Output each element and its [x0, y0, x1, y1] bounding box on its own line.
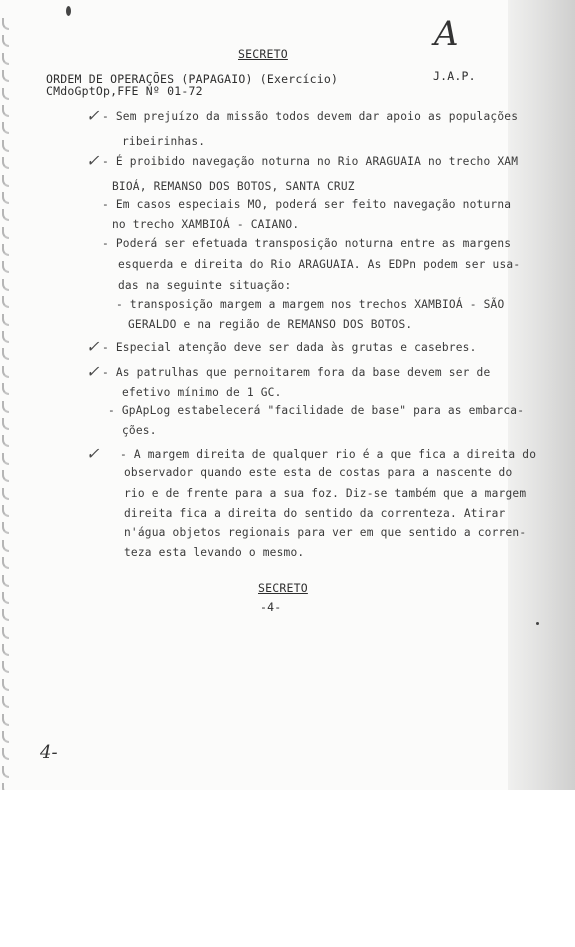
order-line: - É proibido navegação noturna no Rio ARAGUAIA no trecho XAM	[102, 155, 519, 168]
binding-hole	[2, 644, 9, 656]
binding-hole	[2, 366, 9, 378]
binding-hole	[2, 418, 9, 430]
binding-hole	[2, 592, 9, 604]
binding-hole	[2, 766, 9, 778]
binding-hole	[2, 18, 9, 30]
binding-hole	[2, 227, 9, 239]
binding-hole	[2, 540, 9, 552]
issuer-code: CMdoGptOp,FFE Nº 01-72	[46, 84, 203, 98]
binding-hole	[2, 209, 9, 221]
binding-hole	[2, 192, 9, 204]
order-title: ORDEM DE OPERAÇÕES (PAPAGAIO) (Exercício)	[46, 72, 339, 86]
binding-hole	[2, 105, 9, 117]
order-line: GERALDO e na região de REMANSO DOS BOTOS.	[128, 318, 413, 331]
order-line: BIOÁ, REMANSO DOS BOTOS, SANTA CRUZ	[112, 180, 355, 193]
binding-hole	[2, 122, 9, 134]
check-mark-icon: ✓	[86, 337, 100, 356]
classification-top: SECRETO	[238, 47, 288, 61]
order-line: efetivo mínimo de 1 GC.	[122, 386, 282, 399]
binding-hole	[2, 714, 9, 726]
binding-hole	[2, 175, 9, 187]
binding-hole	[2, 696, 9, 708]
order-line: n'água objetos regionais para ver em que sentido a corren-	[124, 526, 527, 539]
binding-hole	[2, 453, 9, 465]
check-mark-icon: ✓	[86, 151, 100, 170]
binding-hole	[2, 331, 9, 343]
signature-mark: A	[434, 14, 459, 54]
binding-hole	[2, 348, 9, 360]
binding-hole	[2, 140, 9, 152]
order-line: - Em casos especiais MO, poderá ser feito navegação noturna	[102, 198, 512, 211]
binding-hole	[2, 557, 9, 569]
binding-hole	[2, 88, 9, 100]
initials: J.A.P.	[433, 69, 476, 83]
order-line: ribeirinhas.	[122, 135, 206, 148]
order-line: ções.	[122, 424, 157, 437]
margin-page-note: 4-	[40, 742, 58, 763]
binding-hole	[2, 575, 9, 587]
order-line: das na seguinte situação:	[118, 279, 292, 292]
order-line: - Poderá ser efetuada transposição noturna entre as margens	[102, 237, 512, 250]
binding-hole	[2, 435, 9, 447]
check-mark-icon: ✓	[86, 106, 100, 125]
scan-speck	[536, 622, 539, 625]
order-line: - GpApLog estabelecerá "facilidade de base" para as embarca-	[108, 404, 525, 417]
binding-hole	[2, 522, 9, 534]
binding-hole	[2, 53, 9, 65]
check-mark-icon: ✓	[86, 444, 100, 463]
binding-hole	[2, 314, 9, 326]
order-line: no trecho XAMBIOÁ - CAIANO.	[112, 218, 300, 231]
binding-hole	[2, 627, 9, 639]
binding-hole	[2, 609, 9, 621]
order-line: direita fica a direita do sentido da correnteza. Atirar	[124, 507, 506, 520]
order-line: - Sem prejuízo da missão todos devem dar apoio as populações	[102, 110, 519, 123]
page-number: -4-	[260, 600, 282, 614]
binding-hole	[2, 70, 9, 82]
order-line: esquerda e direita do Rio ARAGUAIA. As EDPn podem ser usa-	[118, 258, 521, 271]
order-line: - A margem direita de qualquer rio é a que fica a direita do	[120, 448, 537, 461]
binding-hole	[2, 279, 9, 291]
binding-hole	[2, 244, 9, 256]
binding-hole	[2, 401, 9, 413]
binding-hole	[2, 748, 9, 760]
binding-hole	[2, 731, 9, 743]
binding-hole	[2, 679, 9, 691]
binding-hole	[2, 505, 9, 517]
order-line: - transposição margem a margem nos trechos XAMBIOÁ - SÃO	[116, 298, 505, 311]
binding-hole	[2, 470, 9, 482]
order-line: observador quando este esta de costas para a nascente do	[124, 466, 513, 479]
order-line: - As patrulhas que pernoitarem fora da base devem ser de	[102, 366, 491, 379]
blank-background	[0, 790, 575, 947]
binding-hole	[2, 261, 9, 273]
binding-hole	[2, 383, 9, 395]
binding-hole	[2, 157, 9, 169]
binding-hole	[2, 661, 9, 673]
order-line: rio e de frente para a sua foz. Diz-se também que a margem	[124, 487, 527, 500]
check-mark-icon: ✓	[86, 362, 100, 381]
binding-hole	[2, 488, 9, 500]
scan-speck	[66, 6, 71, 16]
order-line: - Especial atenção deve ser dada às grutas e casebres.	[102, 341, 477, 354]
order-line: teza esta levando o mesmo.	[124, 546, 305, 559]
classification-bottom: SECRETO	[258, 581, 308, 595]
binding-hole	[2, 296, 9, 308]
binding-holes	[2, 18, 14, 788]
binding-hole	[2, 35, 9, 47]
